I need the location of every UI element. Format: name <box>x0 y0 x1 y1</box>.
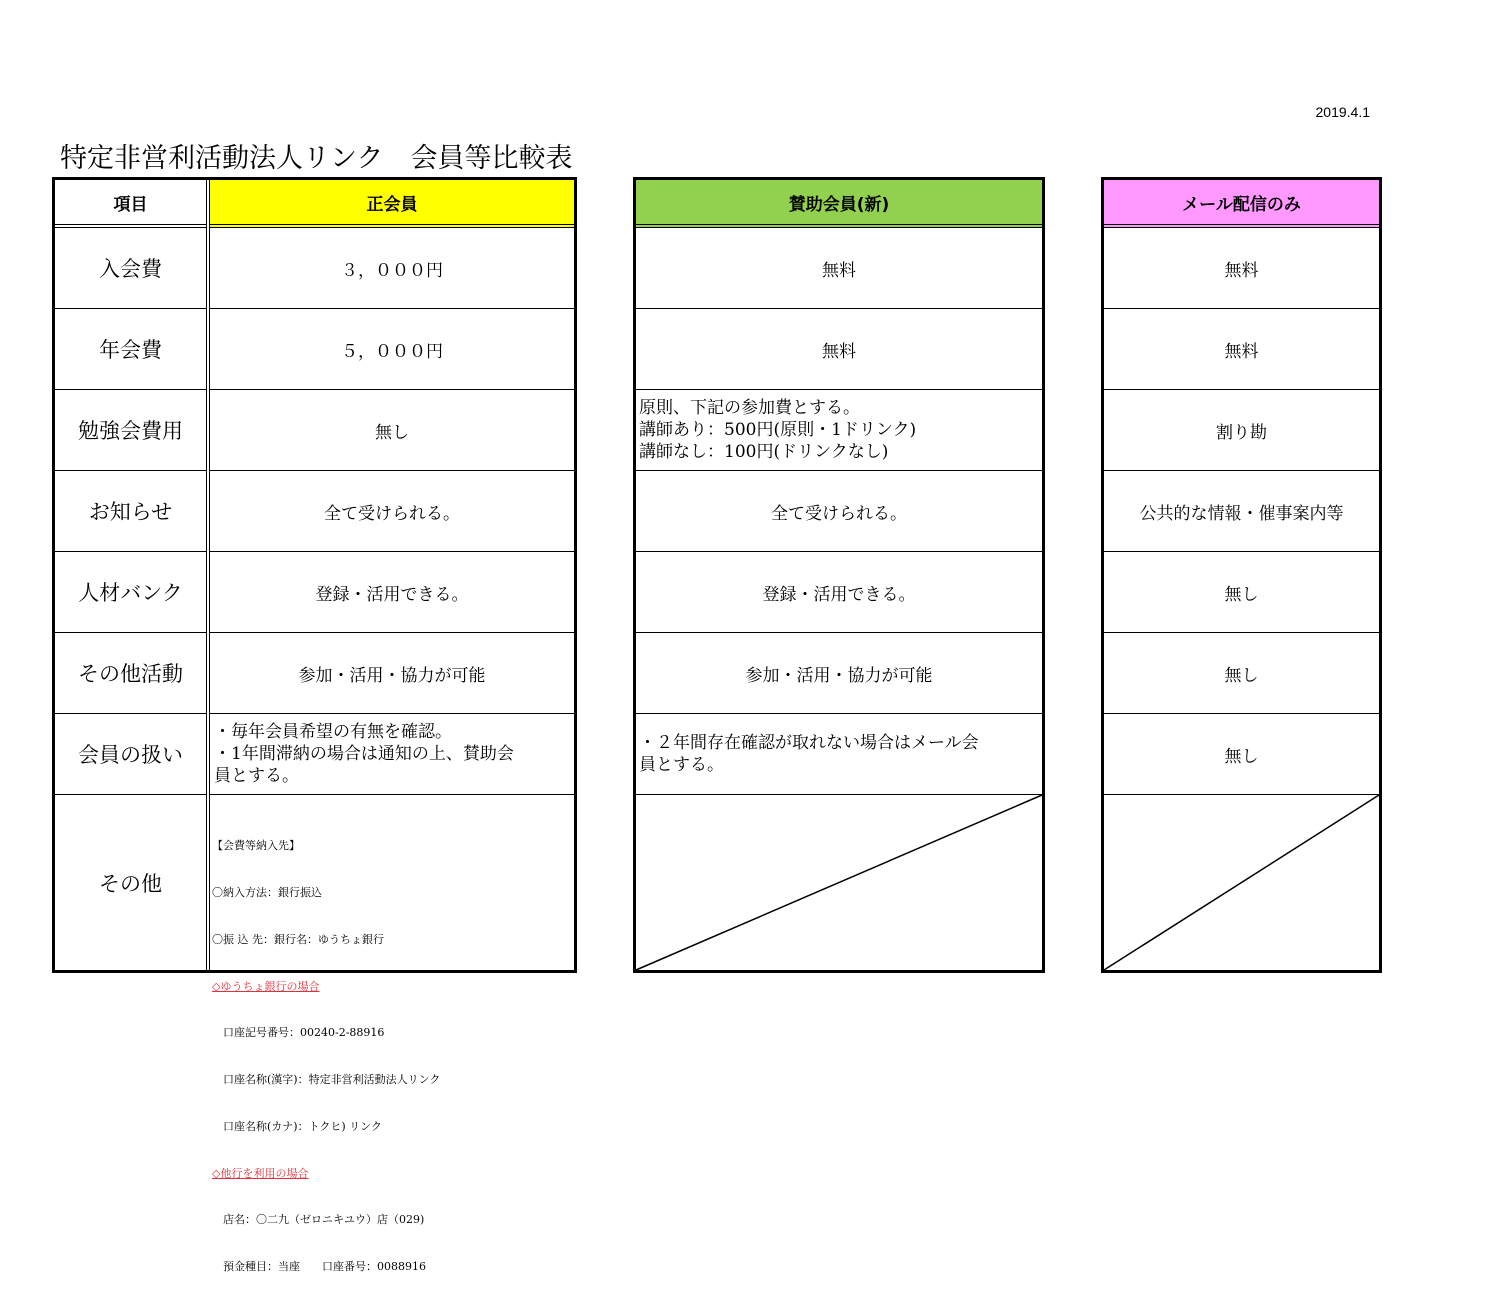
regular-handling-line: ・1年間滞納の場合は通知の上、賛助会 <box>214 744 514 764</box>
regular-admission-fee: ３，０００円 <box>210 228 574 309</box>
mail-column <box>1104 180 1379 970</box>
support-member-table <box>633 177 1045 973</box>
label-talent-bank: 人材バンク <box>55 552 206 633</box>
support-other-activities: 参加・活用・協力が可能 <box>636 633 1042 714</box>
payment-notes <box>210 795 574 1274</box>
support-other-empty <box>636 795 1042 970</box>
payment-note-line: 店名：〇二九（ゼロニキユウ）店（029) <box>212 1213 425 1227</box>
item-column <box>55 180 210 970</box>
support-admission-fee: 無料 <box>636 228 1042 309</box>
mail-notices: 公共的な情報・催事案内等 <box>1104 471 1379 552</box>
mail-member-handling: 無し <box>1104 714 1379 795</box>
payment-note-line: 【会費等納入先】 <box>212 839 300 853</box>
support-annual-fee: 無料 <box>636 309 1042 390</box>
regular-talent-bank: 登録・活用できる。 <box>210 552 574 633</box>
header-mail-only: メール配信のみ <box>1104 180 1379 228</box>
mail-talent-bank: 無し <box>1104 552 1379 633</box>
label-member-handling: 会員の扱い <box>55 714 206 795</box>
label-admission-fee: 入会費 <box>55 228 206 309</box>
support-study-line: 講師あり：500円(原則・1ドリンク) <box>639 420 917 440</box>
mail-other-activities: 無し <box>1104 633 1379 714</box>
regular-annual-fee: ５，０００円 <box>210 309 574 390</box>
mail-study-fee: 割り勘 <box>1104 390 1379 471</box>
payment-note-line: 〇振 込 先：銀行名：ゆうちょ銀行 <box>212 932 384 946</box>
mail-other-empty <box>1104 795 1379 970</box>
payment-note-line: 預金種目：当座 口座番号：0088916 <box>212 1260 426 1274</box>
support-talent-bank: 登録・活用できる。 <box>636 552 1042 633</box>
mail-member-table <box>1101 177 1382 973</box>
mail-annual-fee: 無料 <box>1104 309 1379 390</box>
label-notices: お知らせ <box>55 471 206 552</box>
header-regular-member: 正会員 <box>210 180 574 228</box>
header-support-member: 賛助会員(新) <box>636 180 1042 228</box>
payment-note-line: 〇納入方法：銀行振込 <box>212 885 322 899</box>
support-study-line: 講師なし：100円(ドリンクなし) <box>639 442 889 462</box>
header-item: 項目 <box>55 180 206 228</box>
regular-column <box>210 180 574 1274</box>
support-study-line: 原則、下記の参加費とする。 <box>639 398 860 418</box>
mail-admission-fee: 無料 <box>1104 228 1379 309</box>
support-handling-line: ・２年間存在確認が取れない場合はメール会 <box>639 733 979 753</box>
label-other: その他 <box>99 871 162 896</box>
page-title: 特定非営利活動法人リンク 会員等比較表 <box>60 143 573 174</box>
diagonal-slash <box>636 795 1042 970</box>
regular-notices: 全て受けられる。 <box>210 471 574 552</box>
support-notices: 全て受けられる。 <box>636 471 1042 552</box>
label-other-activities: その他活動 <box>55 633 206 714</box>
diagonal-slash <box>1104 795 1379 970</box>
support-member-handling <box>636 714 1042 795</box>
payment-note-heading: ◇ゆうちょ銀行の場合 <box>212 979 320 993</box>
payment-note-line: 口座名称(カナ)：トクヒ) リンク <box>212 1119 382 1133</box>
label-study-fee: 勉強会費用 <box>55 390 206 471</box>
regular-study-fee: 無し <box>210 390 574 471</box>
support-column <box>636 180 1042 970</box>
support-study-fee <box>636 390 1042 471</box>
regular-handling-line: ・毎年会員希望の有無を確認。 <box>214 722 452 742</box>
regular-member-table <box>52 177 577 1274</box>
payment-note-heading: ◇他行を利用の場合 <box>212 1166 309 1180</box>
regular-handling-line: 員とする。 <box>214 766 299 786</box>
regular-member-handling <box>210 714 574 795</box>
label-annual-fee: 年会費 <box>55 309 206 390</box>
support-handling-line: 員とする。 <box>639 755 724 775</box>
payment-note-line: 口座記号番号：00240-2-88916 <box>212 1026 385 1040</box>
regular-other-activities: 参加・活用・協力が可能 <box>210 633 574 714</box>
payment-note-line: 口座名称(漢字)：特定非営利活動法人リンク <box>212 1073 441 1087</box>
date-label: 2019.4.1 <box>1315 104 1370 120</box>
